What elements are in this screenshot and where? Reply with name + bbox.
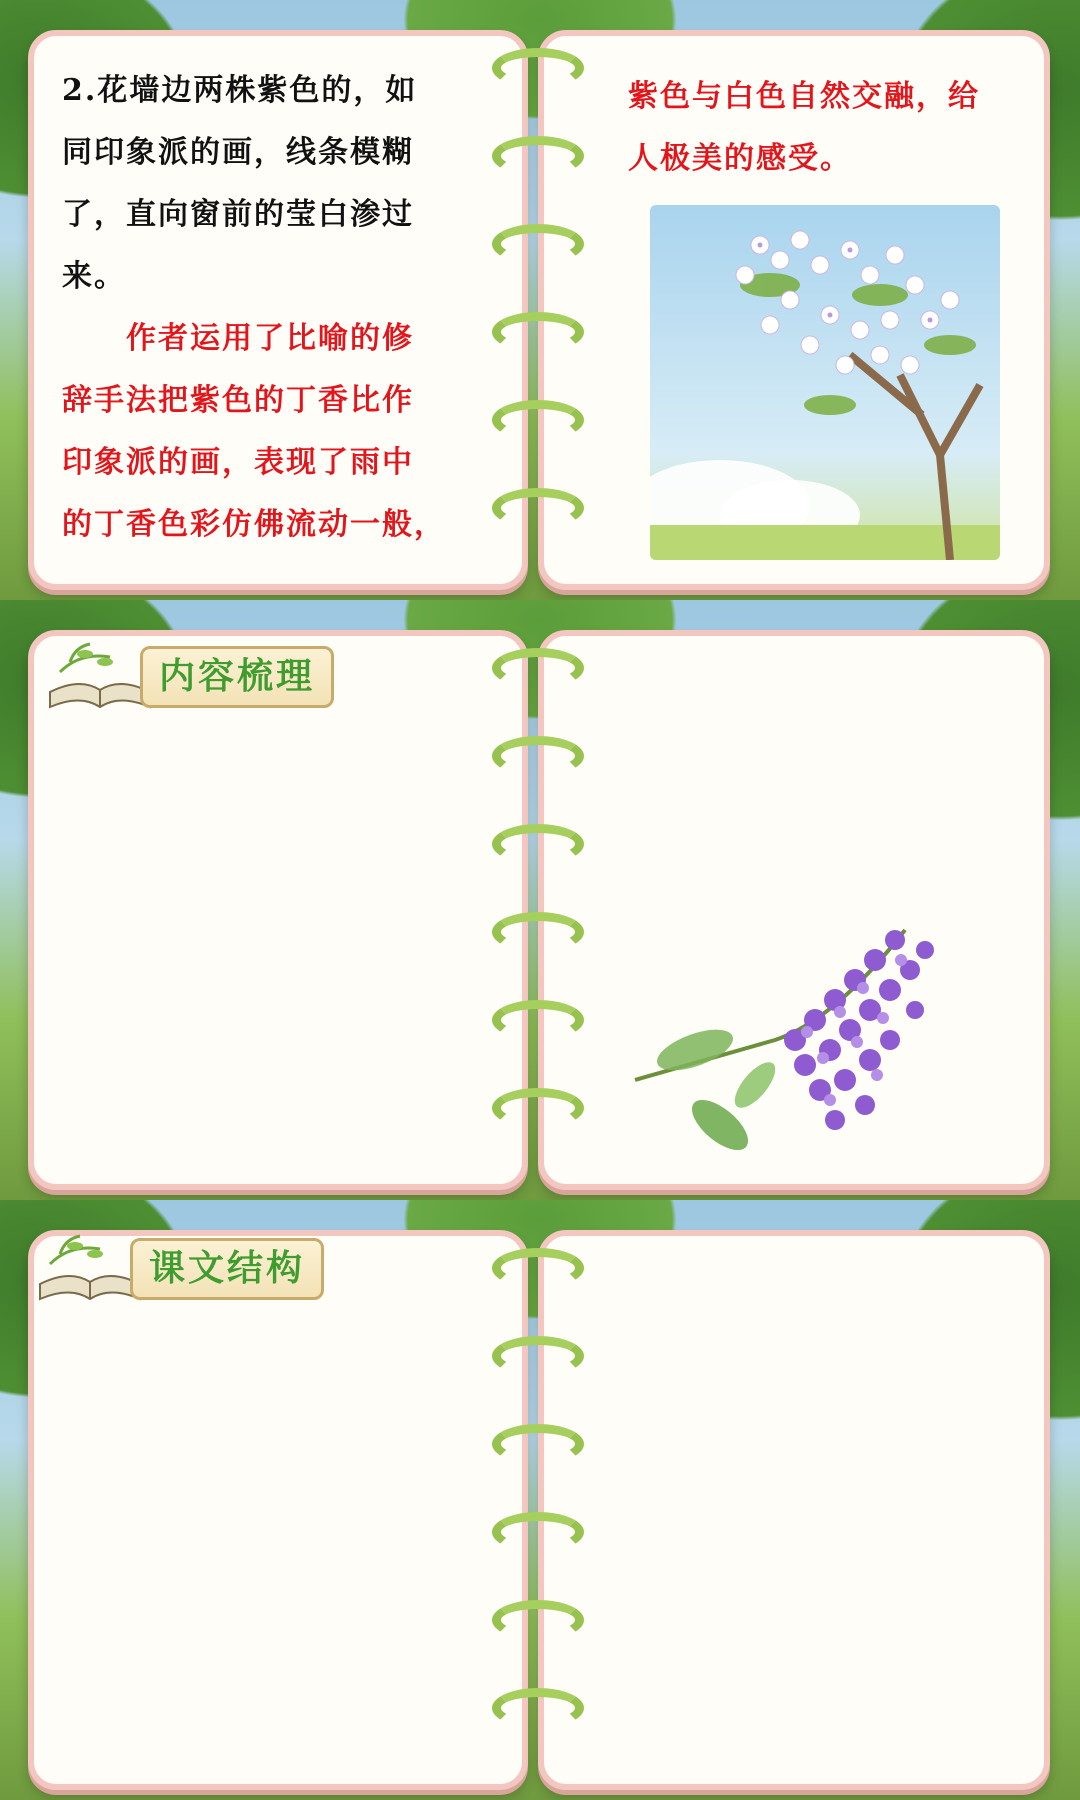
binder-ring	[492, 736, 584, 776]
binder-ring	[492, 648, 584, 688]
right-analysis	[628, 66, 1028, 190]
white-lilac-tree-image	[650, 205, 1000, 560]
binder-ring	[492, 1336, 584, 1376]
binder-ring	[492, 488, 584, 528]
text-line: 2.花墙边两株紫色的，如	[62, 73, 418, 108]
binder-ring	[492, 1512, 584, 1552]
binder-ring	[492, 224, 584, 264]
text-line: 了，直向窗前的莹白渗过	[62, 197, 414, 232]
binder-ring	[492, 1600, 584, 1640]
binder-ring	[492, 312, 584, 352]
binder-ring	[492, 824, 584, 864]
badge-title: 内容梳理	[140, 646, 334, 708]
text-line: 人极美的感受。	[628, 141, 852, 176]
slide-3	[0, 1200, 1080, 1800]
section-badge	[30, 1224, 340, 1314]
binder-ring	[492, 136, 584, 176]
binder-ring	[492, 1000, 584, 1040]
binder-ring	[492, 1424, 584, 1464]
binder-ring	[492, 1088, 584, 1128]
text-line: 紫色与白色自然交融，给	[628, 79, 980, 114]
text-line: 印象派的画，表现了雨中	[62, 445, 414, 480]
left-paragraph	[62, 60, 482, 308]
section-badge	[40, 632, 350, 722]
text-line: 辞手法把紫色的丁香比作	[62, 383, 414, 418]
text-line: 的丁香色彩仿佛流动一般，	[62, 507, 446, 542]
analysis-paragraph	[62, 308, 482, 556]
slide-1	[0, 0, 1080, 600]
badge-title: 课文结构	[130, 1238, 324, 1300]
left-page	[28, 1230, 528, 1790]
text-line: 作者运用了比喻的修	[126, 321, 414, 356]
binder-rings	[492, 1220, 588, 1780]
binder-ring	[492, 400, 584, 440]
right-page	[538, 1230, 1050, 1790]
binder-rings	[492, 620, 588, 1180]
text-line: 同印象派的画，线条模糊	[62, 135, 414, 170]
purple-lilac-image	[625, 890, 975, 1190]
binder-rings	[492, 20, 588, 580]
binder-ring	[492, 48, 584, 88]
text-line: 来。	[62, 259, 126, 294]
binder-ring	[492, 1688, 584, 1728]
binder-ring	[492, 912, 584, 952]
binder-ring	[492, 1248, 584, 1288]
